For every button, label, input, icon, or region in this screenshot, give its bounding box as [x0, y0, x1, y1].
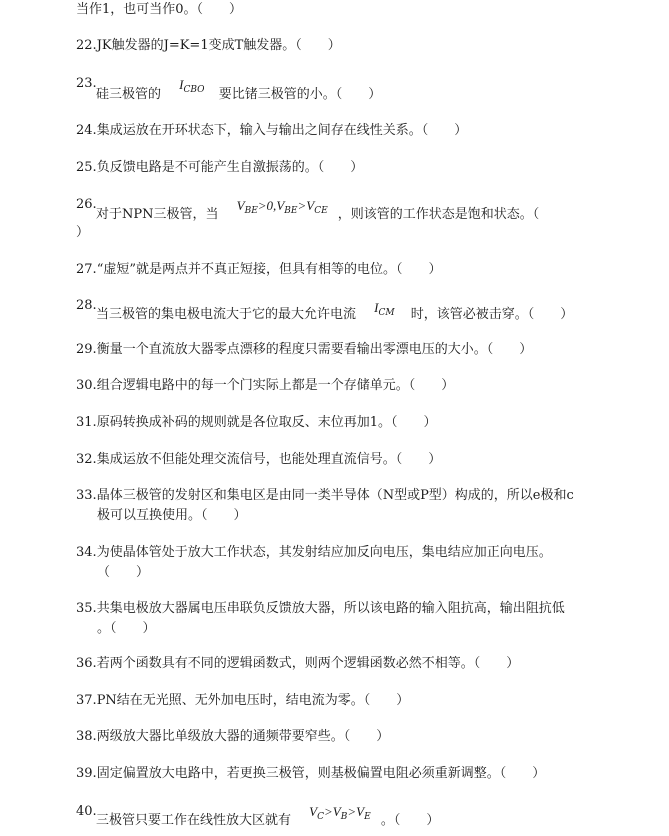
- question-text: 组合逻辑电路中的每一个门实际上都是一个存储单元。（ ）: [96, 378, 455, 393]
- math-operator: >: [347, 804, 357, 819]
- math-formula: [309, 805, 375, 820]
- question-text: 原码转换成补码的规则就是各位取反、末位再加1。（ ）: [96, 415, 437, 430]
- question-number: 37.: [76, 693, 97, 708]
- question-number: 22.: [76, 38, 97, 53]
- question-text: 负反馈电路是不可能产生自激振荡的。（ ）: [96, 160, 364, 175]
- question-text: （ ）: [97, 565, 150, 580]
- question-33-continuation: [97, 508, 247, 524]
- question-27: [76, 262, 441, 278]
- math-symbol: V: [332, 804, 341, 819]
- question-30: [76, 378, 454, 394]
- math-subscript: CE: [314, 206, 328, 216]
- math-symbol: I: [374, 300, 379, 315]
- question-text: 。（ ）: [97, 621, 156, 636]
- question-number: 26.: [76, 197, 97, 212]
- question-number: 25.: [76, 160, 97, 175]
- question-25: [76, 160, 363, 176]
- question-21-continuation: [76, 2, 242, 18]
- question-32: [76, 452, 441, 468]
- question-text: 两级放大器比单级放大器的通频带要窄些。（ ）: [96, 729, 390, 744]
- math-operator: >: [297, 198, 307, 213]
- question-text: 集成运放不但能处理交流信号，也能处理直流信号。（ ）: [96, 452, 442, 467]
- question-34: [76, 545, 552, 561]
- question-number: 33.: [76, 488, 97, 503]
- question-29: [76, 342, 532, 358]
- math-formula: [237, 199, 332, 214]
- question-text: 固定偏置放大电路中，若更换三极管，则基极偏置电阻必须重新调整。（ ）: [96, 766, 546, 781]
- question-number: 34.: [76, 545, 97, 560]
- question-38: [76, 729, 389, 745]
- question-text: 。（ ）: [380, 813, 440, 828]
- question-21-tail-text: 当作1，也可当作0。（ ）: [76, 2, 243, 17]
- question-28: [96, 300, 574, 327]
- question-22: [76, 38, 341, 54]
- question-number: 23.: [76, 76, 97, 91]
- question-number: 39.: [76, 766, 97, 781]
- math-subscript: C: [317, 812, 324, 822]
- question-35: [76, 601, 565, 617]
- question-40: [96, 804, 440, 833]
- math-symbol: V: [356, 804, 365, 819]
- math-symbol: V: [306, 198, 315, 213]
- question-34-continuation: [97, 565, 149, 581]
- question-number: 38.: [76, 729, 97, 744]
- question-number: 35.: [76, 601, 97, 616]
- math-symbol: V: [309, 804, 318, 819]
- math-formula: [374, 301, 399, 316]
- question-text: ）: [76, 225, 90, 240]
- question-text: “虚短”就是两点并不真正短接，但具有相等的电位。（ ）: [96, 262, 442, 277]
- question-33: [76, 488, 574, 504]
- math-subscript: CBO: [183, 85, 205, 95]
- question-26-continuation: [76, 225, 89, 241]
- question-text: PN结在无光照、无外加电压时，结电流为零。（ ）: [96, 693, 410, 708]
- question-text: 若两个函数具有不同的逻辑函数式，则两个逻辑函数必然不相等。（ ）: [96, 656, 520, 671]
- question-23: [96, 77, 382, 107]
- question-35-continuation: [97, 621, 156, 637]
- math-symbol: V: [236, 198, 245, 213]
- math-symbol: V: [276, 198, 285, 213]
- question-text: 共集电极放大器属电压串联负反馈放大器，所以该电路的输入阻抗高，输出阻抗低: [96, 601, 565, 616]
- math-formula: [179, 78, 209, 93]
- question-number: 31.: [76, 415, 97, 430]
- question-31: [76, 415, 436, 431]
- question-number: 30.: [76, 378, 97, 393]
- math-subscript: BE: [284, 206, 298, 216]
- question-text: 为使晶体管处于放大工作状态，其发射结应加反向电压，集电结应加正向电压。: [96, 545, 552, 560]
- question-number: 36.: [76, 656, 97, 671]
- question-text: 极可以互换使用。（ ）: [97, 508, 247, 523]
- math-operator: >0,: [257, 198, 277, 213]
- question-24: [76, 123, 467, 139]
- math-subscript: CM: [378, 308, 395, 318]
- question-text: 衡量一个直流放大器零点漂移的程度只需要看输出零漂电压的大小。（ ）: [96, 342, 533, 357]
- question-number: 28.: [76, 298, 97, 313]
- question-number: 29.: [76, 342, 97, 357]
- question-text: 硅三极管的: [96, 87, 162, 102]
- question-number: 24.: [76, 123, 97, 138]
- question-number: 27.: [76, 262, 97, 277]
- question-text: 三极管只要工作在线性放大区就有: [96, 813, 292, 828]
- question-37: [76, 693, 409, 709]
- question-36: [76, 656, 519, 672]
- question-text: ，则该管的工作状态是饱和状态。（: [337, 207, 540, 222]
- question-26: [96, 198, 540, 227]
- question-39: [76, 766, 545, 782]
- math-subscript: B: [340, 812, 348, 822]
- question-text: 集成运放在开环状态下，输入与输出之间存在线性关系。（ ）: [96, 123, 468, 138]
- question-text: 要比锗三极管的小。（ ）: [218, 87, 382, 102]
- question-text: JK触发器的J=K=1变成T触发器。（ ）: [96, 38, 341, 53]
- question-number: 40.: [76, 804, 97, 819]
- question-text: 当三极管的集电极电流大于它的最大允许电流: [96, 307, 357, 322]
- math-operator: >: [324, 804, 333, 819]
- question-text: 对于NPN三极管，当: [96, 207, 219, 222]
- question-text: 晶体三极管的发射区和集电区是由同一类半导体（N型或P型）构成的，所以e极和c: [96, 488, 574, 503]
- math-subscript: BE: [244, 206, 258, 216]
- question-number: 32.: [76, 452, 97, 467]
- math-subscript: E: [364, 812, 371, 822]
- math-symbol: I: [179, 77, 184, 92]
- question-text: 时，该管必被击穿。（ ）: [410, 307, 574, 322]
